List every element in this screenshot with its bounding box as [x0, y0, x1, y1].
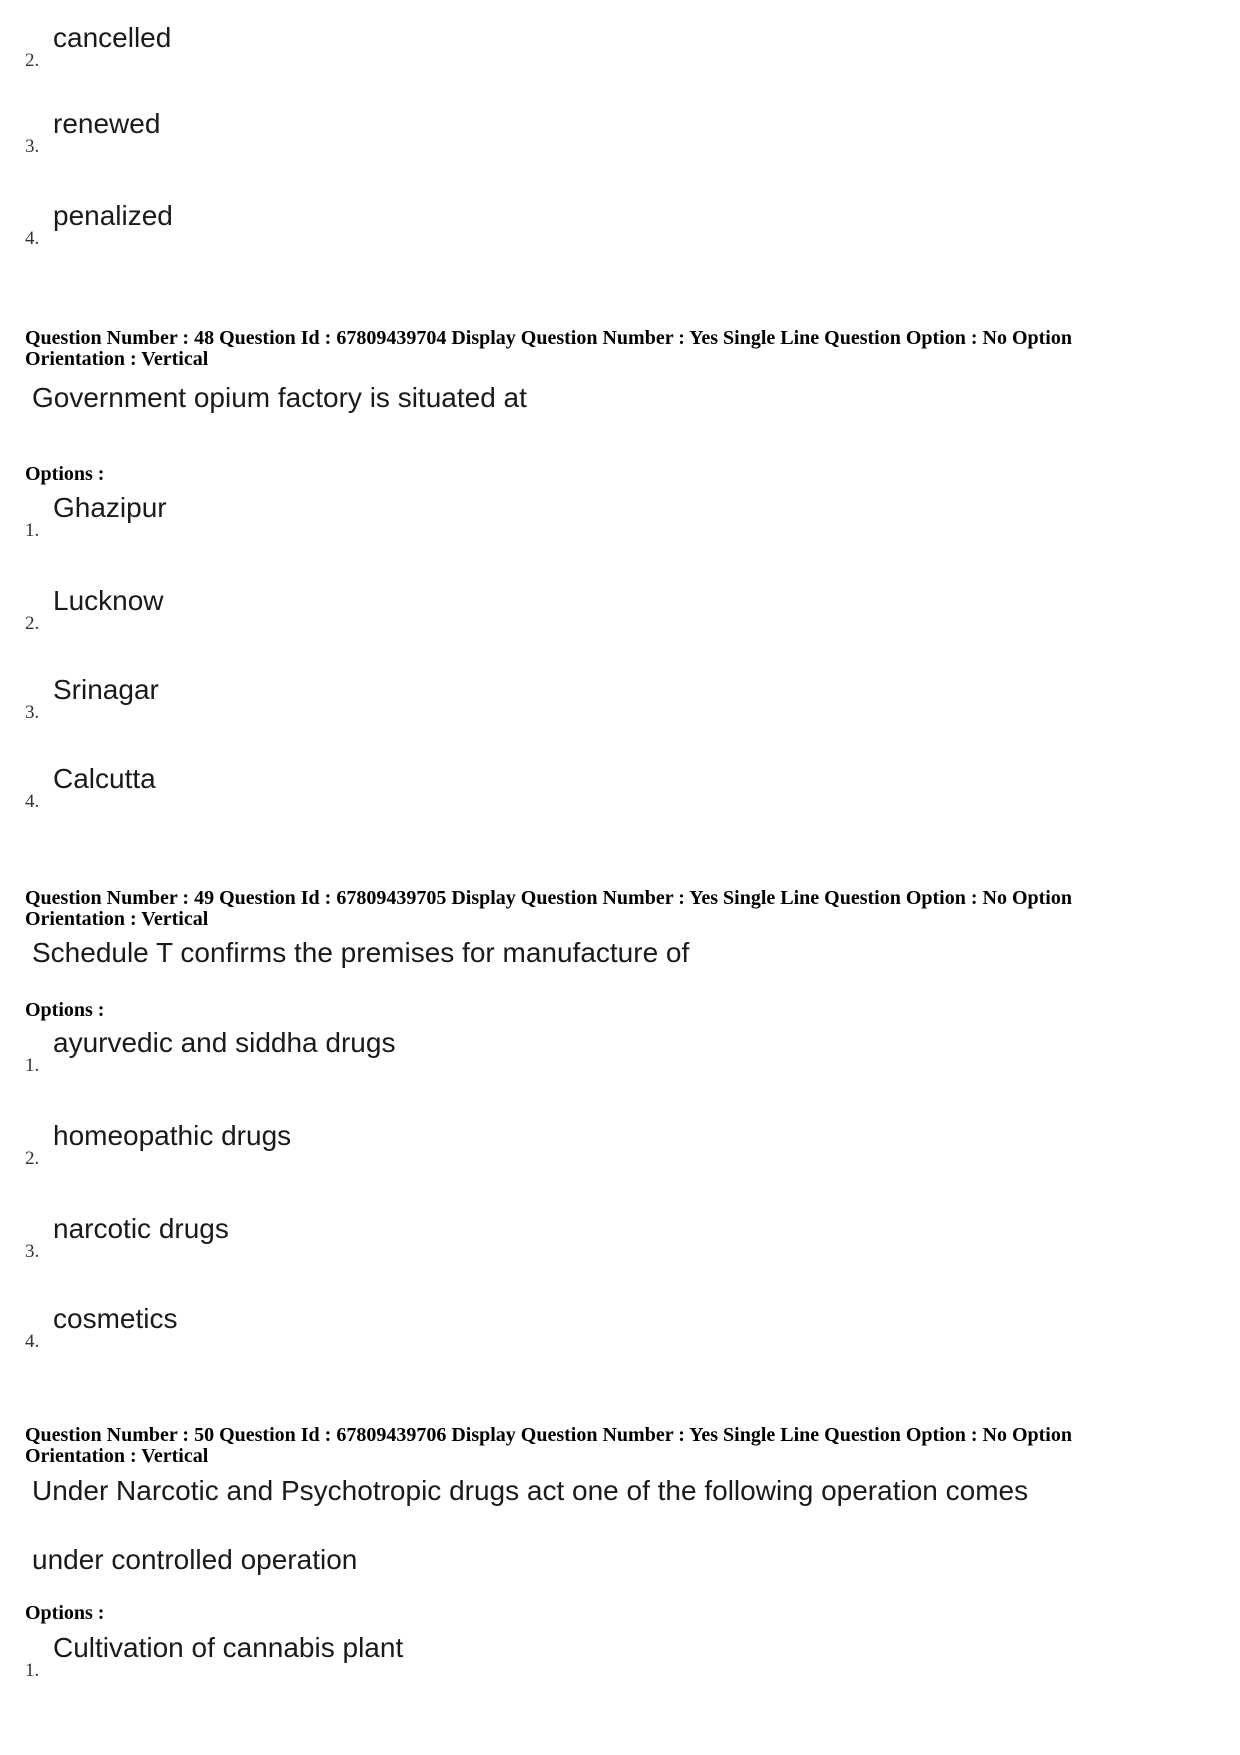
option-item [0, 585, 1200, 645]
option-number: 1. [25, 520, 40, 541]
options-label: Options : [25, 463, 105, 485]
option-item [0, 200, 1200, 260]
option-number: 1. [25, 1055, 40, 1076]
metadata-line: Orientation : Vertical [25, 1445, 209, 1467]
option-text: renewed [53, 108, 161, 139]
metadata-line: Orientation : Vertical [25, 908, 209, 930]
option-item [0, 1632, 1200, 1692]
option-text: Srinagar [53, 674, 159, 705]
option-number: 1. [25, 1660, 40, 1681]
option-item [0, 492, 1200, 552]
option-item [0, 1120, 1200, 1180]
option-item [0, 1213, 1200, 1273]
option-text: narcotic drugs [53, 1213, 229, 1244]
options-label: Options : [25, 1602, 105, 1624]
option-item [0, 108, 1200, 168]
question-50-metadata [25, 1425, 1205, 1467]
option-number: 4. [25, 791, 40, 812]
metadata-line: Question Number : 48 Question Id : 67809439704 Display Question Number : Yes Single Line Question Option : No Option [25, 327, 1072, 349]
metadata-line: Question Number : 50 Question Id : 67809439706 Display Question Number : Yes Single Line Question Option : No Option [25, 1424, 1072, 1446]
metadata-line: Orientation : Vertical [25, 348, 209, 370]
question-48-text: Government opium factory is situated at [32, 382, 527, 413]
option-text: Cultivation of cannabis plant [53, 1632, 404, 1663]
option-number: 2. [25, 613, 40, 634]
option-text: cancelled [53, 22, 172, 53]
option-text: homeopathic drugs [53, 1120, 292, 1151]
question-50-text-line: Under Narcotic and Psychotropic drugs act one of the following operation comes [32, 1475, 1029, 1506]
option-number: 3. [25, 702, 40, 723]
option-text: Ghazipur [53, 492, 167, 523]
option-item [0, 1303, 1200, 1363]
question-50-text-line: under controlled operation [32, 1544, 358, 1575]
option-text: cosmetics [53, 1303, 178, 1334]
option-text: Calcutta [53, 763, 156, 794]
option-item [0, 22, 1200, 82]
question-49-text: Schedule T confirms the premises for manufacture of [32, 937, 690, 968]
option-item [0, 674, 1200, 734]
question-49-metadata [25, 888, 1205, 930]
option-text: ayurvedic and siddha drugs [53, 1027, 396, 1058]
option-text: penalized [53, 200, 173, 231]
option-item [0, 763, 1200, 823]
metadata-line: Question Number : 49 Question Id : 67809439705 Display Question Number : Yes Single Line Question Option : No Option [25, 887, 1072, 909]
option-item [0, 1027, 1200, 1087]
option-number: 2. [25, 1148, 40, 1169]
question-48-metadata [25, 328, 1205, 370]
options-label: Options : [25, 999, 105, 1021]
option-number: 2. [25, 50, 40, 71]
option-number: 4. [25, 1331, 40, 1352]
option-number: 3. [25, 136, 40, 157]
option-number: 4. [25, 228, 40, 249]
option-text: Lucknow [53, 585, 164, 616]
option-number: 3. [25, 1241, 40, 1262]
